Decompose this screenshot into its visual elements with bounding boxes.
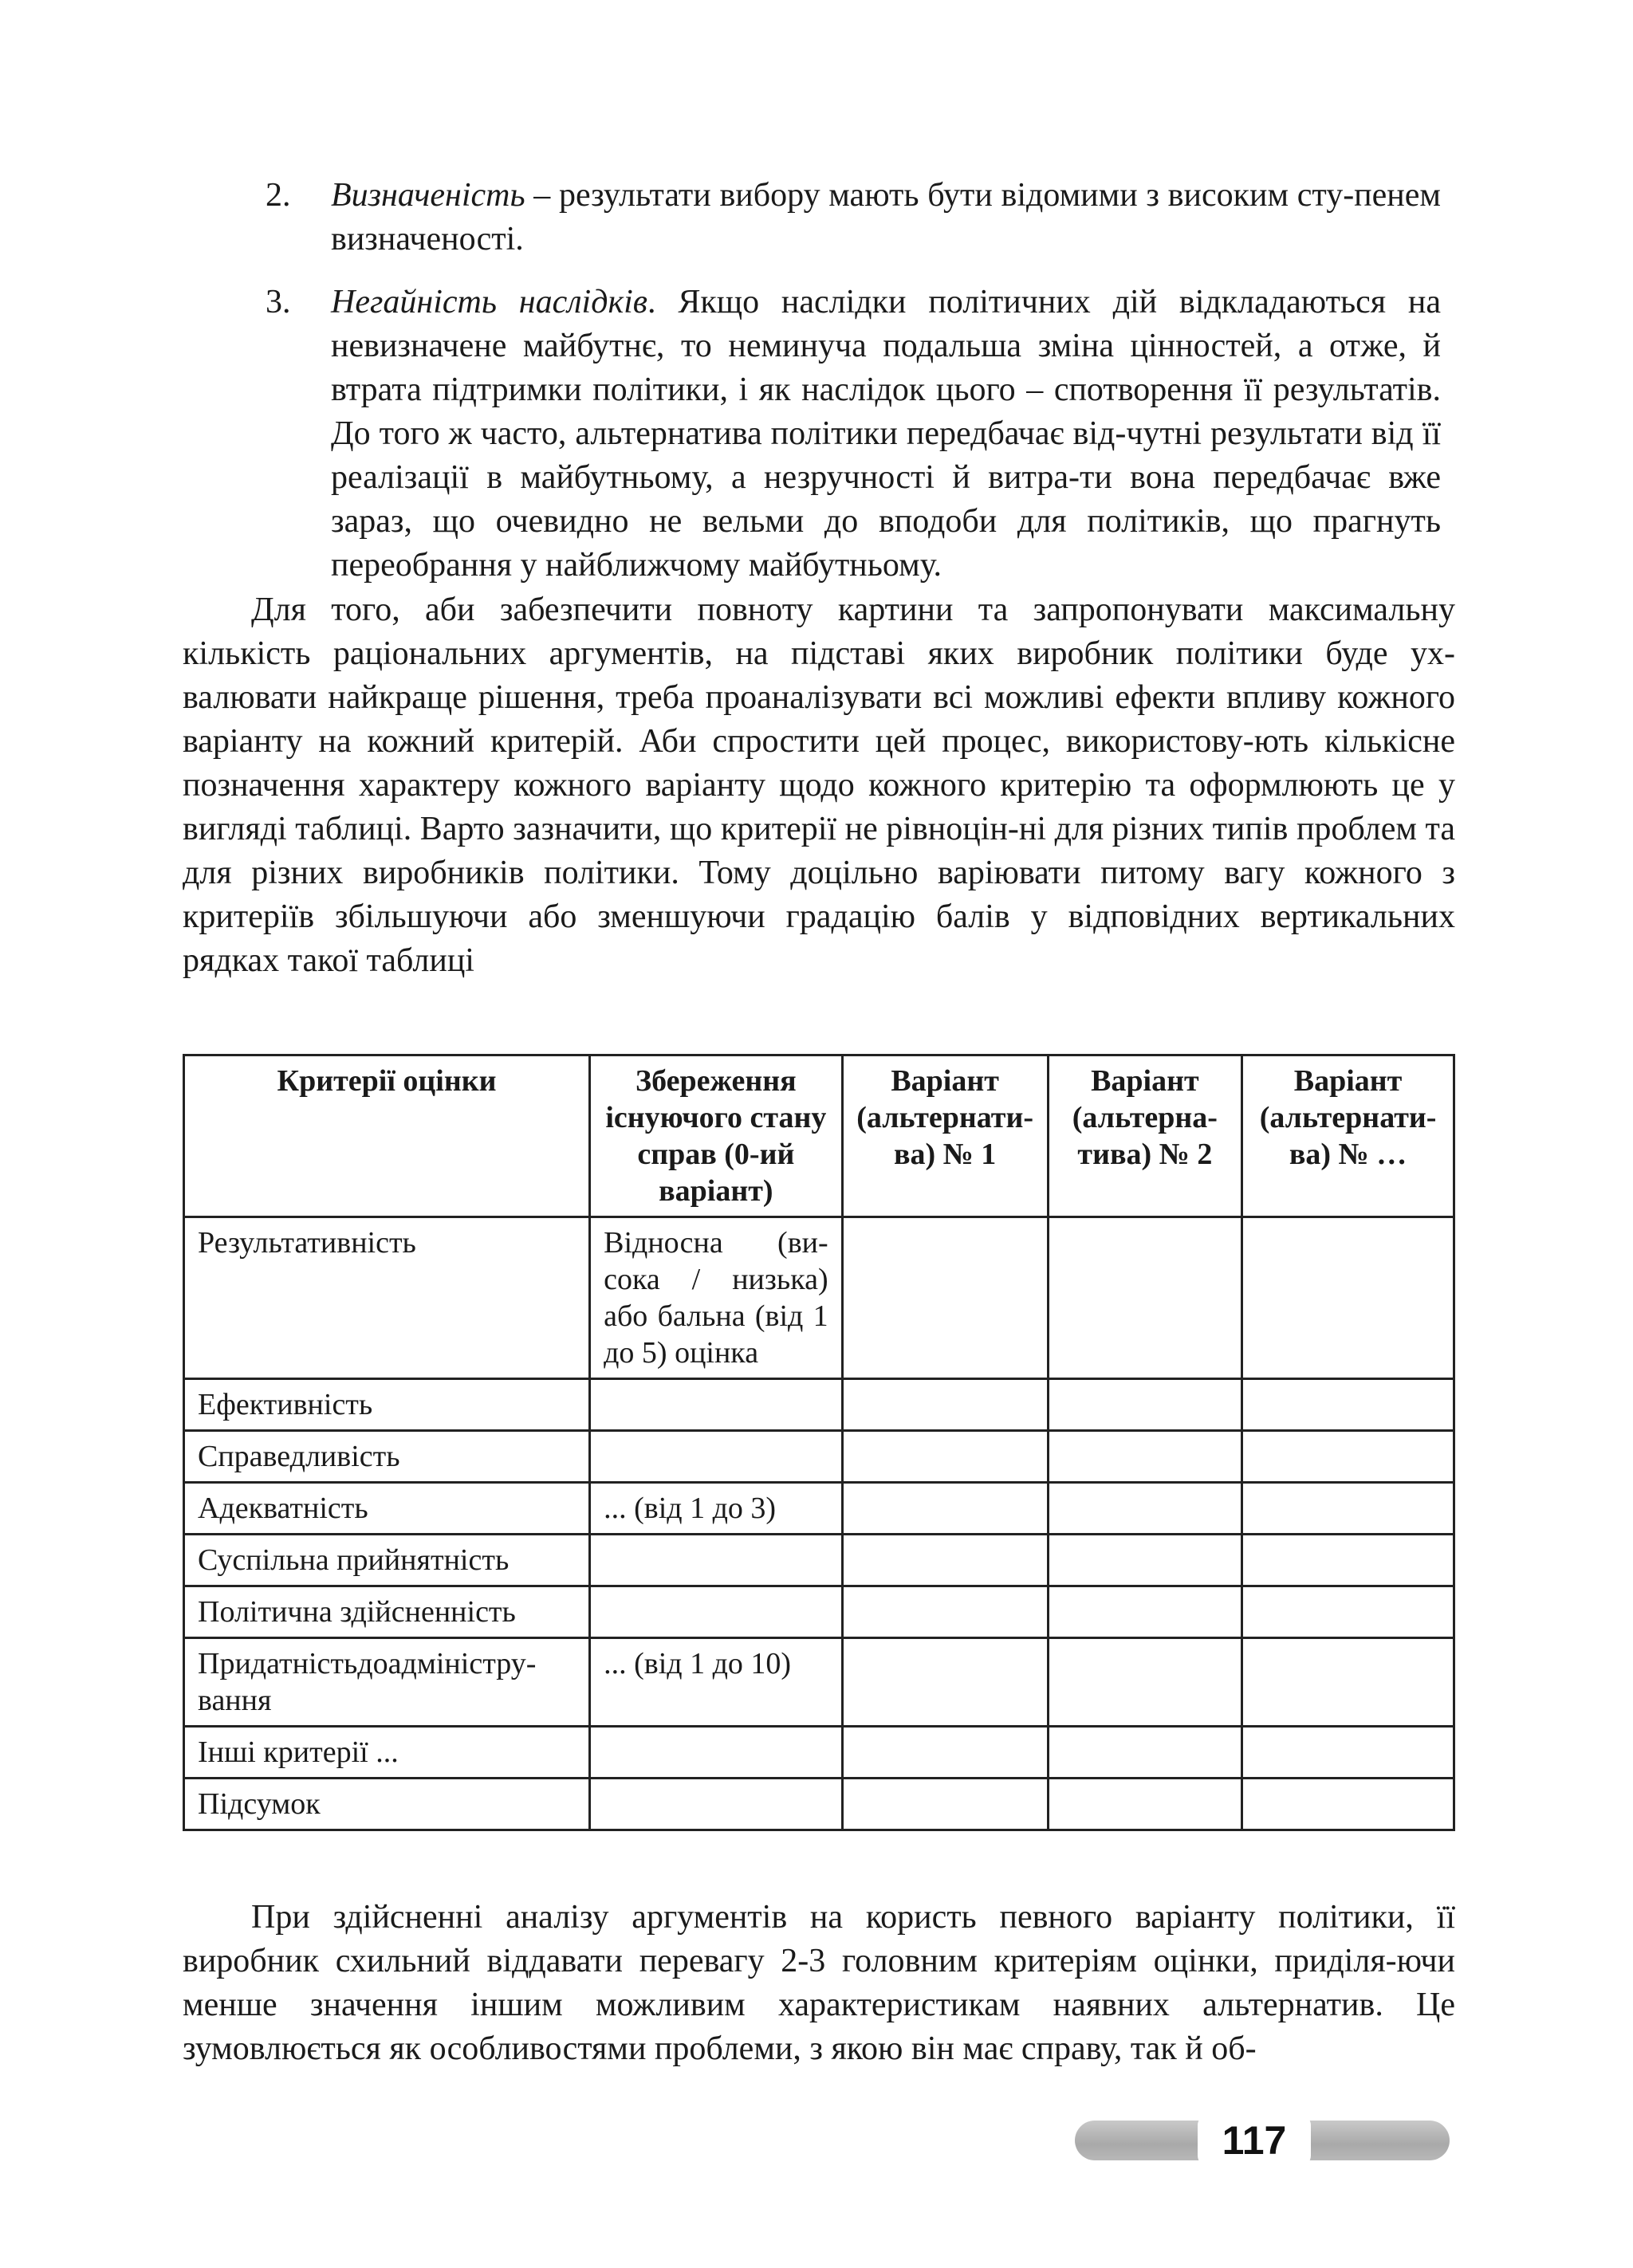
row-option-1 [842,1431,1048,1483]
row-option-2 [1048,1727,1242,1779]
row-option-2 [1048,1535,1242,1586]
row-option-n [1242,1535,1454,1586]
row-status-quo [590,1535,843,1586]
row-option-n [1242,1779,1454,1830]
row-option-n [1242,1727,1454,1779]
row-option-1 [842,1779,1048,1830]
row-option-1 [842,1483,1048,1535]
row-criterion: Справедливість [184,1431,590,1483]
row-option-n [1242,1586,1454,1638]
row-option-1 [842,1586,1048,1638]
row-option-n [1242,1483,1454,1535]
list-item-3-term: Негайність наслідків [331,284,648,320]
row-criterion: Адекватність [184,1483,590,1535]
table-row [184,1638,1454,1727]
row-option-2 [1048,1431,1242,1483]
page-number: 117 [1198,2114,1311,2167]
row-option-1 [842,1638,1048,1727]
list-item-2-text: – результати вибору мають бути відомими з високим сту-пенем визначеності. [331,177,1441,257]
table-row [184,1535,1454,1586]
row-option-2 [1048,1483,1242,1535]
row-criterion: Інші критерії ... [184,1727,590,1779]
table-row [184,1483,1454,1535]
row-option-2 [1048,1638,1242,1727]
row-option-2 [1048,1586,1242,1638]
row-criterion: Ефективність [184,1379,590,1431]
row-option-2 [1048,1779,1242,1830]
paragraph-analysis: При здійсненні аналізу аргументів на користь певного варіанту політики, її виробник схильний віддавати перевагу 2-3 головним критеріям оцінки, приділя-ючи менше значення іншим можливим характеристикам наявних альтернатив. Це зумовлюється як особливостями проблеми, з якою він має справу, так й об- [183,1899,1455,2067]
list-item-3 [331,281,1441,588]
row-criterion: Результативність [184,1217,590,1379]
row-option-1 [842,1535,1048,1586]
row-status-quo [590,1379,843,1431]
header-criteria: Критерії оцінки [184,1055,590,1217]
table-row [184,1217,1454,1379]
row-option-1 [842,1217,1048,1379]
table-row [184,1379,1454,1431]
header-status-quo: Збереження існуючого стану справ (0-ий варіант) [590,1055,843,1217]
header-option-2: Варіант (альтерна-тива) № 2 [1048,1055,1242,1217]
row-option-1 [842,1727,1048,1779]
list-item-3-text: . Якщо наслідки політичних дій відкладаються на невизначене майбутнє, то неминуча подальша зміна цінностей, а отже, й втрата підтримки політики, і як наслідок цього – спотворення її результатів. До того ж часто, альтернатива політики передбачає від-чутні результати від її реалізації в майбутньому, а незручності й витра-ти вона передбачає вже зараз, що очевидно не вельми до вподоби для політиків, що прагнуть переобрання у найближчому майбутньому. [331,284,1442,584]
row-option-2 [1048,1217,1242,1379]
row-status-quo: ... (від 1 до 10) [590,1638,843,1727]
list-item-2-term: Визначеність [331,177,525,214]
criteria-table [183,1054,1455,1831]
row-option-n [1242,1217,1454,1379]
row-status-quo: ... (від 1 до 3) [590,1483,843,1535]
table-row [184,1586,1454,1638]
row-option-n [1242,1431,1454,1483]
row-option-2 [1048,1379,1242,1431]
row-status-quo [590,1431,843,1483]
row-status-quo: Відносна (ви-сока / низька) або бальна (від 1 до 5) оцінка [590,1217,843,1379]
row-criterion: Придатністьдоадміністру-вання [184,1638,590,1727]
row-criterion: Суспільна прийнятність [184,1535,590,1586]
row-option-n [1242,1379,1454,1431]
row-criterion: Політична здійсненність [184,1586,590,1638]
header-option-n: Варіант (альтернати-ва) № … [1242,1055,1454,1217]
header-option-1: Варіант (альтернати-ва) № 1 [842,1055,1048,1217]
row-criterion: Підсумок [184,1779,590,1830]
table-header-row [184,1055,1454,1217]
table-row [184,1779,1454,1830]
paragraph-intro: Для того, аби забезпечити повноту картини та запропонувати максимальну кількість раціональних аргументів, на підставі яких виробник політики буде ух-валювати найкраще рішення, треба проаналізувати всі можливі ефекти впливу кожного варіанту на кожний критерій. Аби спростити цей процес, використову-ють кількісне позначення характеру кожного варіанту щодо кожного критерію та оформлюють це у вигляді таблиці. Варто зазначити, що критерії не рівноцін-ні для різних типів проблем та для різних виробників політики. Тому доцільно варіювати питому вагу кожного з критеріїв збільшуючи або зменшуючи градацію балів у відповідних вертикальних рядках такої таблиці [183,592,1455,979]
list-item-2 [331,174,1441,261]
row-status-quo [590,1586,843,1638]
row-status-quo [590,1779,843,1830]
row-option-1 [842,1379,1048,1431]
row-status-quo [590,1727,843,1779]
row-option-n [1242,1638,1454,1727]
table-row [184,1727,1454,1779]
list-item-3-number: 3. [266,284,291,320]
table-row [184,1431,1454,1483]
list-item-2-number: 2. [266,177,291,214]
